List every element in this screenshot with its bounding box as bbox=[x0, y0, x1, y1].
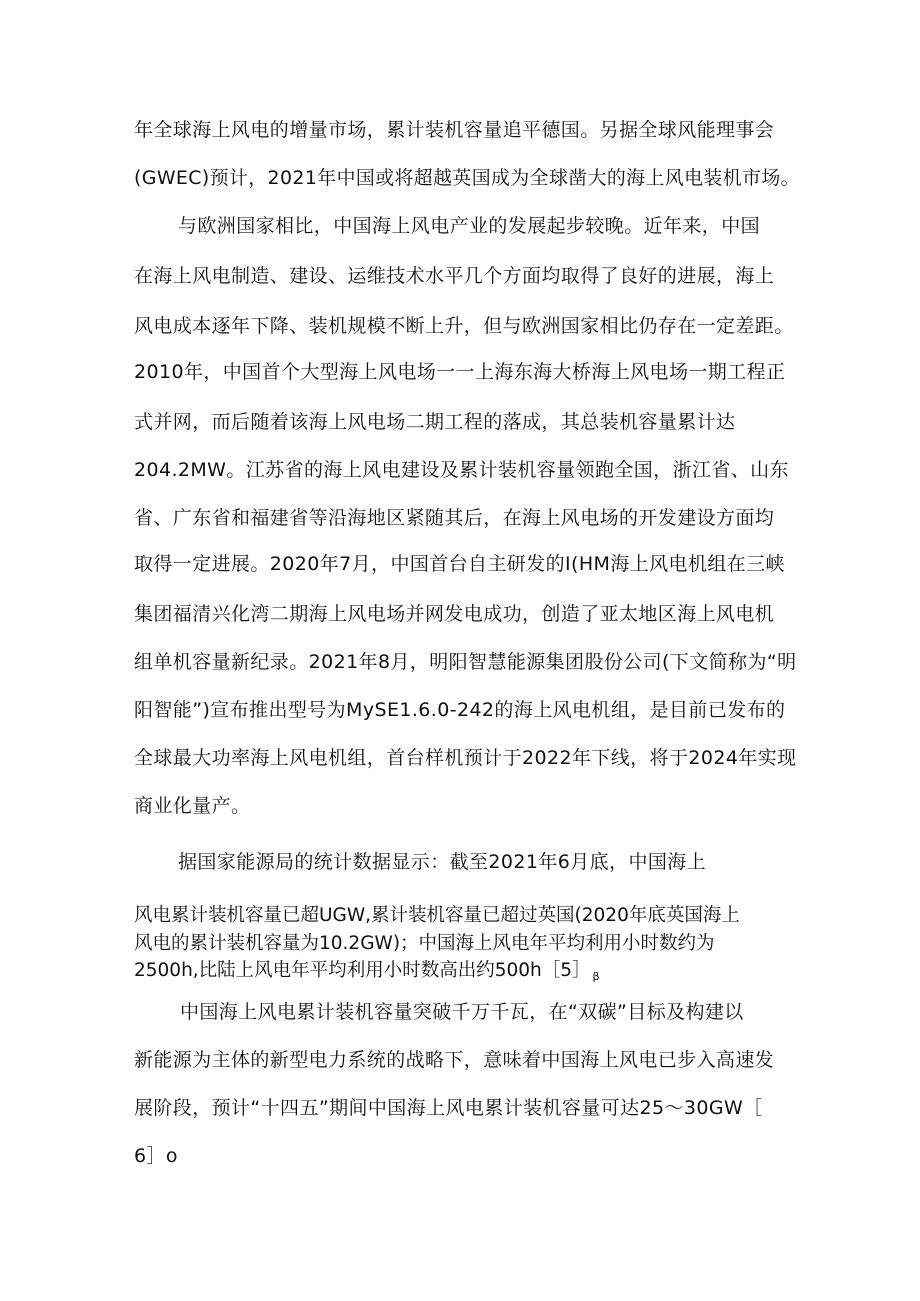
text-line: 全球最大功率海上风电机组，首台样机预计于2022年下线，将于2024年实现 bbox=[134, 747, 797, 769]
text-line: 风电成本逐年下降、装机规模不断上升，但与欧洲国家相比仍存在一定差距。 bbox=[134, 315, 794, 337]
text-line: 2010年，中国首个大型海上风电场一一上海东海大桥海上风电场一期工程正 bbox=[134, 361, 786, 383]
text-line: 展阶段，预计“十四五”期间中国海上风电累计装机容量可达25～30GW［ bbox=[134, 1097, 763, 1119]
text-line: 式并网，而后随着该海上风电场二期工程的落成，其总装机容量累计达 bbox=[134, 411, 736, 433]
text-line bbox=[134, 958, 600, 990]
text-line: 风电累计装机容量已超UGW,累计装机容量已超过英国(2020年底英国海上 bbox=[134, 905, 740, 926]
text-line: 取得一定进展。2020年7月，中国首台自主研发的I(HM海上风电机组在三峡 bbox=[134, 553, 785, 575]
text-line: (GWEC)预计，2021年中国或将超越英国成为全球凿大的海上风电装机市场。 bbox=[134, 167, 800, 189]
text-line: 省、广东省和福建省等沿海地区紧随其后，在海上风电场的开发建设方面均 bbox=[134, 507, 775, 529]
text-line: 中国海上风电累计装机容量突破千万千瓦，在“双碳”目标及构建以 bbox=[180, 1001, 744, 1023]
text-line: 阳智能”)宣布推出型号为MySE1.6.0-242的海上风电机组，是目前已发布的 bbox=[134, 699, 786, 721]
text-line: 风电的累计装机容量为10.2GW)；中国海上风电年平均利用小时数约为 bbox=[134, 933, 715, 954]
text-line: 年全球海上风电的增量市场，累计装机容量追平德国。另据全球风能理事会 bbox=[134, 119, 775, 141]
text-line: 与欧洲国家相比，中国海上风电产业的发展起步较晚。近年来，中国 bbox=[178, 215, 761, 237]
text-line-content: 2500h,比陆上风电年平均利用小时数高出约500h［5］ bbox=[134, 960, 591, 981]
footnote-mark: β bbox=[592, 970, 600, 983]
text-line: 集团福清兴化湾二期海上风电场并网发电成功，创造了亚太地区海上风电机 bbox=[134, 603, 775, 625]
text-line: 6］o bbox=[134, 1145, 178, 1167]
text-line: 在海上风电制造、建设、运维技术水平几个方面均取得了良好的进展，海上 bbox=[134, 265, 775, 287]
text-line: 新能源为主体的新型电力系统的战略下，意味着中国海上风电已步入高速发 bbox=[134, 1049, 775, 1071]
text-line: 组单机容量新纪录。2021年8月，明阳智慧能源集团股份公司(下文简称为“明 bbox=[134, 651, 797, 673]
text-line: 据国家能源局的统计数据显示：截至2021年6月底，中国海上 bbox=[178, 851, 707, 873]
text-line: 204.2MW。江苏省的海上风电建设及累计装机容量领跑全国，浙江省、山东 bbox=[134, 459, 789, 481]
text-line: 商业化量产。 bbox=[134, 795, 251, 817]
